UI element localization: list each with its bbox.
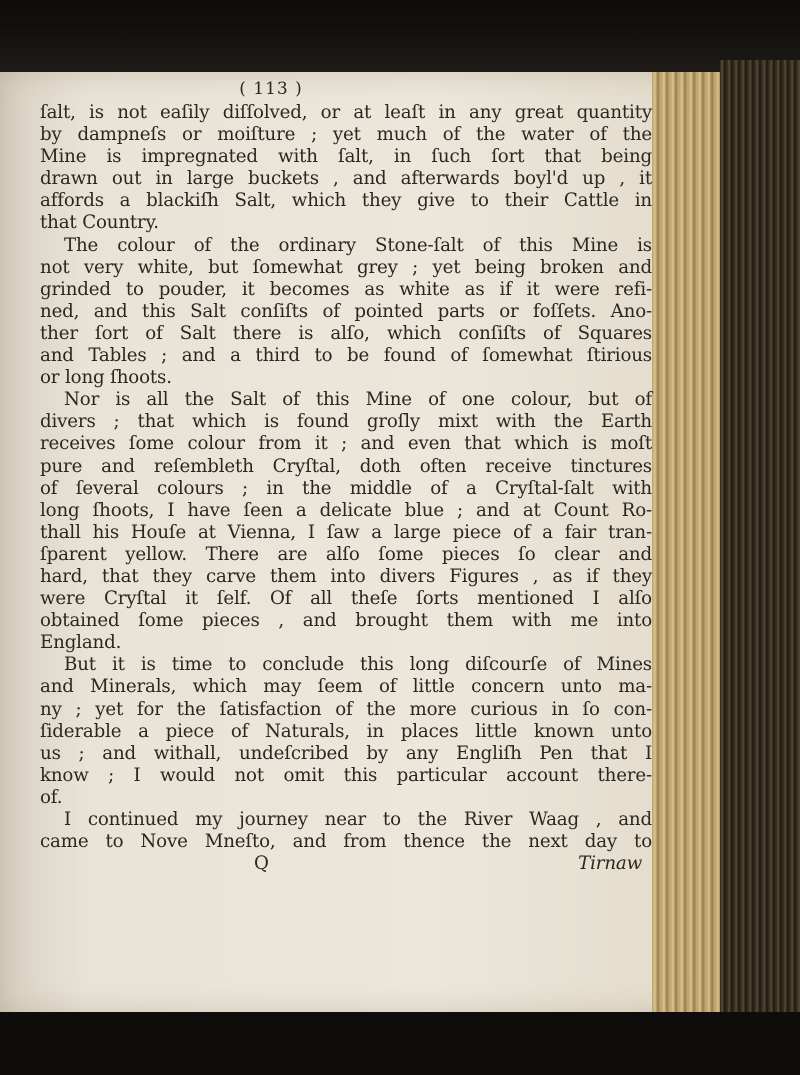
text-line: were Cryſtal it ſelf. Of all theſe ſorts mentioned I alſo <box>40 588 652 610</box>
scan-background-top <box>0 0 800 80</box>
scan-background-bottom <box>0 1012 800 1075</box>
text-line: ther ſort of Salt there is alſo, which conſiſts of Squares <box>40 322 652 344</box>
text-line: ſiderable a piece of Naturals, in places little known unto <box>40 720 652 742</box>
text-line: and Minerals, which may ſeem of little concern unto ma- <box>40 676 652 698</box>
text-line: or long ſhoots. <box>40 367 172 389</box>
page-text <box>40 78 652 875</box>
text-line: not very white, but ſomewhat grey ; yet being broken and <box>40 256 652 278</box>
text-line: The colour of the ordinary Stone-ſalt of this Mine is <box>64 234 652 256</box>
text-line: I continued my journey near to the River Waag , and <box>64 809 652 830</box>
text-line: ny ; yet for the ſatisfaction of the more curious in ſo con- <box>40 698 652 720</box>
text-line: thall his Houſe at Vienna, I ſaw a large piece of a fair tran- <box>40 521 652 543</box>
text-line: obtained ſome pieces , and brought them with me into <box>40 610 652 632</box>
text-line: divers ; that which is found groſly mixt with the Earth <box>40 411 652 433</box>
text-line: Nor is all the Salt of this Mine of one colour, but of <box>64 389 652 411</box>
text-line: by dampneſs or moiſture ; yet much of the water of the <box>40 124 652 146</box>
book-edge <box>720 60 800 1020</box>
text-line: long ſhoots, I have ſeen a delicate blue ; and at Count Ro- <box>40 499 652 521</box>
text-line: and Tables ; and a third to be found of ſomewhat ſtirious <box>40 345 652 367</box>
text-line: of. <box>40 786 63 808</box>
text-line: hard, that they carve them into divers Figures , as if they <box>40 565 652 587</box>
text-line: England. <box>40 632 122 654</box>
signature-mark: Q <box>254 853 269 875</box>
text-line: ſalt, is not eaſily diſſolved, or at leaſt in any great quantity <box>40 102 652 123</box>
text-line: came to Nove Mneſto, and from thence the next day to <box>40 831 652 853</box>
text-lines <box>40 102 652 853</box>
text-line: drawn out in large buckets , and afterwards boyl'd up , it <box>40 168 652 190</box>
page-gutter <box>652 72 720 1014</box>
text-line: us ; and withall, undeſcribed by any Engliſh Pen that I <box>40 742 652 764</box>
catchword: Tirnaw <box>578 853 642 875</box>
page-number: ( 113 ) <box>239 79 303 99</box>
text-line: grinded to pouder, it becomes as white as if it were refi- <box>40 278 652 300</box>
text-line: pure and reſembleth Cryſtal, doth often receive tinctures <box>40 455 652 477</box>
text-line: that Country. <box>40 212 159 234</box>
page-footer <box>40 853 652 875</box>
text-line: But it is time to conclude this long diſcourſe of Mines <box>64 654 652 676</box>
text-line: affords a blackiſh Salt, which they give to their Cattle in <box>40 190 652 212</box>
text-line: ned, and this Salt conſiſts of pointed parts or foſſets. Ano- <box>40 300 652 322</box>
text-line: receives ſome colour from it ; and even that which is moſt <box>40 433 652 455</box>
text-line: know ; I would not omit this particular account there- <box>40 764 652 786</box>
text-line: of ſeveral colours ; in the middle of a Cryſtal-ſalt with <box>40 477 652 499</box>
text-line: ſparent yellow. There are alſo ſome pieces ſo clear and <box>40 543 652 565</box>
text-line: Mine is impregnated with ſalt, in ſuch ſort that being <box>40 146 652 168</box>
